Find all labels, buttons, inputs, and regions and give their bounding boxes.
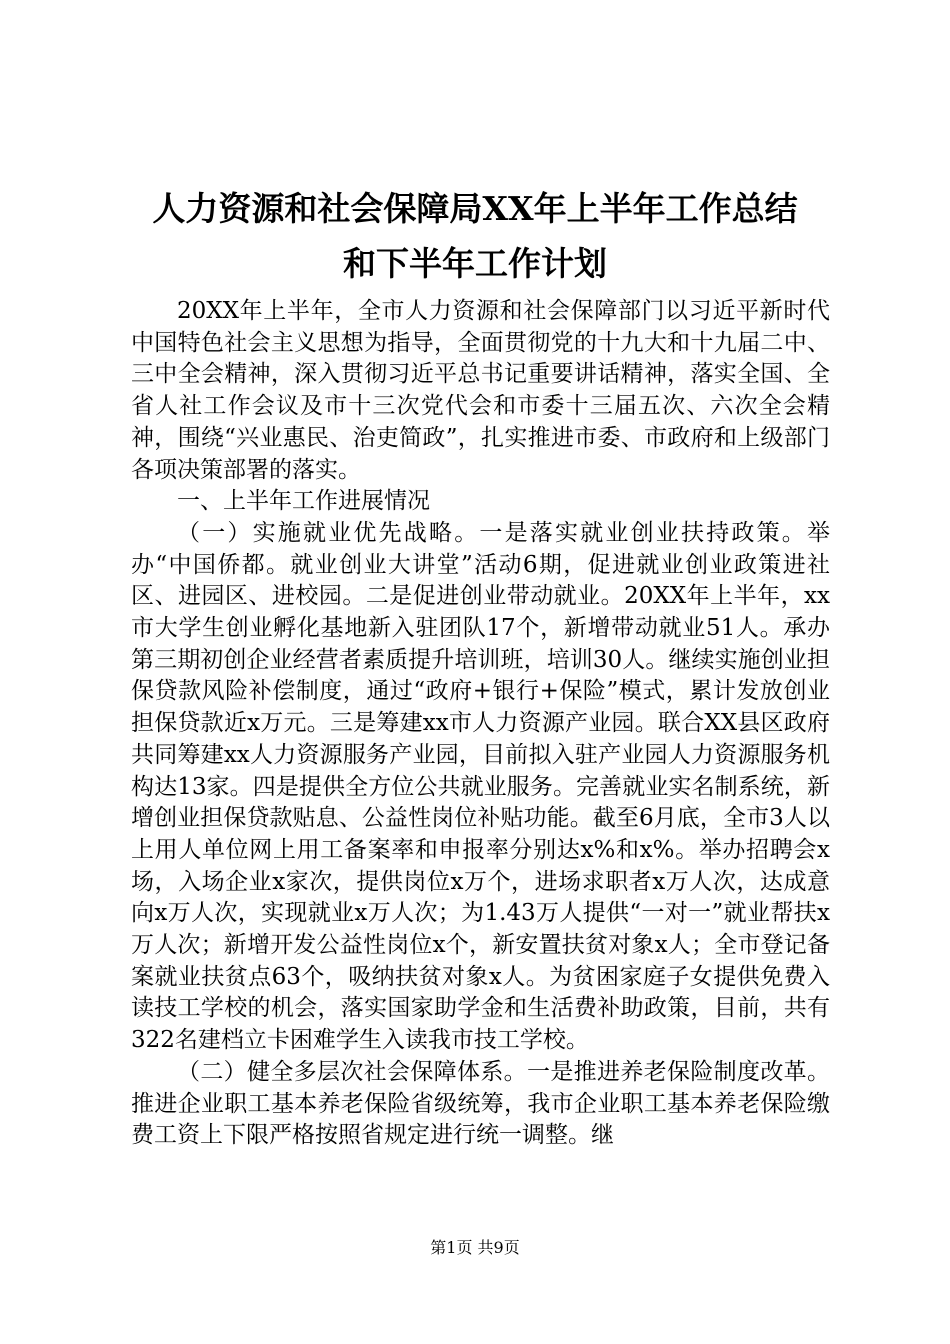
section-heading: 一、上半年工作进展情况: [177, 488, 430, 515]
document-title-line-1: 人力资源和社会保障局XX年上半年工作总结: [152, 189, 798, 228]
social-security-paragraph: （二）健全多层次社会保障体系。一是推进养老保险制度改革。推进企业职工基本养老保险省级统筹，我市企业职工基本养老保险缴费工资上下限严格按照省规定进行统一调整。继: [131, 1058, 830, 1149]
intro-paragraph: 20XX年上半年，全市人力资源和社会保障部门以习近平新时代中国特色社会主义思想为指导，全面贯彻党的十九大和十九届二中、三中全会精神，深入贯彻习近平总书记重要讲话精神，落实全国、全省人社工作会议及市十三次党代会和市委十三届五次、六次全会精神，围绕“兴业惠民、治吏简政”，扎实推进市委、市政府和上级部门各项决策部署的落实。: [131, 298, 830, 483]
employment-paragraph: （一）实施就业优先战略。一是落实就业创业扶持政策。举办“中国侨都。就业创业大讲堂”活动6期，促进就业创业政策进社区、进园区、进校园。二是促进创业带动就业。20XX年上半年，xx市大学生创业孵化基地新入驻团队17个，新增带动就业51人。承办第三期初创企业经营者素质提升培训班，培训30人。继续实施创业担保贷款风险补偿制度，通过“政府+银行+保险”模式，累计发放创业担保贷款近x万元。三是筹建xx市人力资源产业园。联合XX县区政府共同筹建xx人力资源服务产业园，目前拟入驻产业园人力资源服务机构达13家。四是提供全方位公共就业服务。完善就业实名制系统，新增创业担保贷款贴息、公益性岗位补贴功能。截至6月底，全市3人以上用人单位网上用工备案率和申报率分别达x%和x%。举办招聘会x场，入场企业x家次，提供岗位x万个，进场求职者x万人次，达成意向x万人次，实现就业x万人次；为1.43万人提供“一对一”就业帮扶x万人次；新增开发公益性岗位x个，新安置扶贫对象x人；全市登记备案就业扶贫点63个，吸纳扶贫对象x人。为贫困家庭子女提供免费入读技工学校的机会，落实国家助学金和生活费补助政策，目前，共有322名建档立卡困难学生入读我市技工学校。: [131, 519, 830, 1054]
document-title-line-2: 和下半年工作计划: [343, 244, 607, 283]
page-number-footer: 第1页 共9页: [430, 1238, 520, 1257]
document-body: [131, 296, 830, 1152]
